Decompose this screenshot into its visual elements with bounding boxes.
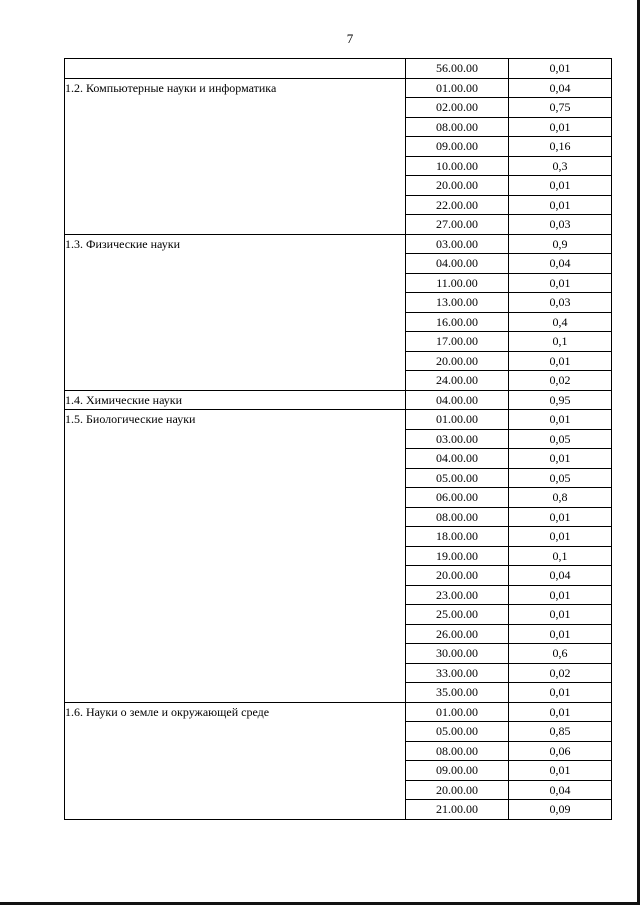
value-cell: 0,01	[509, 507, 612, 527]
code-cell: 08.00.00	[406, 741, 509, 761]
code-cell: 03.00.00	[406, 429, 509, 449]
code-cell: 17.00.00	[406, 332, 509, 352]
value-cell: 0,6	[509, 644, 612, 664]
code-cell: 05.00.00	[406, 468, 509, 488]
value-cell: 0,09	[509, 800, 612, 820]
category-cell: 1.4. Химические науки	[65, 390, 406, 410]
category-cell: 1.5. Биологические науки	[65, 410, 406, 703]
table-row	[65, 410, 612, 430]
code-cell: 08.00.00	[406, 507, 509, 527]
code-cell: 02.00.00	[406, 98, 509, 118]
value-cell: 0,1	[509, 332, 612, 352]
code-cell: 33.00.00	[406, 663, 509, 683]
code-cell: 27.00.00	[406, 215, 509, 235]
value-cell: 0,9	[509, 234, 612, 254]
code-cell: 21.00.00	[406, 800, 509, 820]
value-cell: 0,01	[509, 176, 612, 196]
code-cell: 30.00.00	[406, 644, 509, 664]
table-row	[65, 78, 612, 98]
code-cell: 13.00.00	[406, 293, 509, 313]
code-cell: 04.00.00	[406, 449, 509, 469]
code-cell: 06.00.00	[406, 488, 509, 508]
code-cell: 26.00.00	[406, 624, 509, 644]
value-cell: 0,01	[509, 351, 612, 371]
value-cell: 0,04	[509, 78, 612, 98]
value-cell: 0,01	[509, 449, 612, 469]
value-cell: 0,03	[509, 215, 612, 235]
category-cell	[65, 59, 406, 79]
value-cell: 0,03	[509, 293, 612, 313]
value-cell: 0,06	[509, 741, 612, 761]
value-cell: 0,85	[509, 722, 612, 742]
value-cell: 0,3	[509, 156, 612, 176]
code-cell: 11.00.00	[406, 273, 509, 293]
value-cell: 0,01	[509, 59, 612, 79]
category-cell: 1.3. Физические науки	[65, 234, 406, 390]
code-cell: 23.00.00	[406, 585, 509, 605]
code-cell: 20.00.00	[406, 566, 509, 586]
value-cell: 0,8	[509, 488, 612, 508]
code-cell: 01.00.00	[406, 702, 509, 722]
value-cell: 0,05	[509, 468, 612, 488]
value-cell: 0,02	[509, 663, 612, 683]
code-cell: 22.00.00	[406, 195, 509, 215]
code-cell: 20.00.00	[406, 780, 509, 800]
code-cell: 09.00.00	[406, 137, 509, 157]
code-cell: 10.00.00	[406, 156, 509, 176]
code-cell: 20.00.00	[406, 351, 509, 371]
code-cell: 24.00.00	[406, 371, 509, 391]
value-cell: 0,95	[509, 390, 612, 410]
table-row	[65, 234, 612, 254]
code-cell: 18.00.00	[406, 527, 509, 547]
value-cell: 0,01	[509, 624, 612, 644]
classification-table	[64, 58, 612, 820]
value-cell: 0,01	[509, 410, 612, 430]
code-cell: 01.00.00	[406, 410, 509, 430]
code-cell: 01.00.00	[406, 78, 509, 98]
table-body	[65, 59, 612, 820]
value-cell: 0,01	[509, 195, 612, 215]
value-cell: 0,05	[509, 429, 612, 449]
value-cell: 0,04	[509, 566, 612, 586]
value-cell: 0,01	[509, 702, 612, 722]
code-cell: 04.00.00	[406, 254, 509, 274]
table-row	[65, 390, 612, 410]
code-cell: 09.00.00	[406, 761, 509, 781]
code-cell: 19.00.00	[406, 546, 509, 566]
value-cell: 0,1	[509, 546, 612, 566]
page-number: 7	[346, 31, 354, 46]
value-cell: 0,04	[509, 254, 612, 274]
code-cell: 20.00.00	[406, 176, 509, 196]
value-cell: 0,4	[509, 312, 612, 332]
value-cell: 0,01	[509, 605, 612, 625]
value-cell: 0,01	[509, 117, 612, 137]
code-cell: 25.00.00	[406, 605, 509, 625]
category-cell: 1.6. Науки о земле и окружающей среде	[65, 702, 406, 819]
value-cell: 0,01	[509, 761, 612, 781]
value-cell: 0,02	[509, 371, 612, 391]
code-cell: 04.00.00	[406, 390, 509, 410]
category-cell: 1.2. Компьютерные науки и информатика	[65, 78, 406, 234]
table-row	[65, 702, 612, 722]
value-cell: 0,75	[509, 98, 612, 118]
code-cell: 03.00.00	[406, 234, 509, 254]
value-cell: 0,16	[509, 137, 612, 157]
value-cell: 0,01	[509, 585, 612, 605]
code-cell: 35.00.00	[406, 683, 509, 703]
value-cell: 0,04	[509, 780, 612, 800]
code-cell: 56.00.00	[406, 59, 509, 79]
code-cell: 08.00.00	[406, 117, 509, 137]
value-cell: 0,01	[509, 683, 612, 703]
value-cell: 0,01	[509, 527, 612, 547]
table-row	[65, 59, 612, 79]
code-cell: 16.00.00	[406, 312, 509, 332]
value-cell: 0,01	[509, 273, 612, 293]
code-cell: 05.00.00	[406, 722, 509, 742]
